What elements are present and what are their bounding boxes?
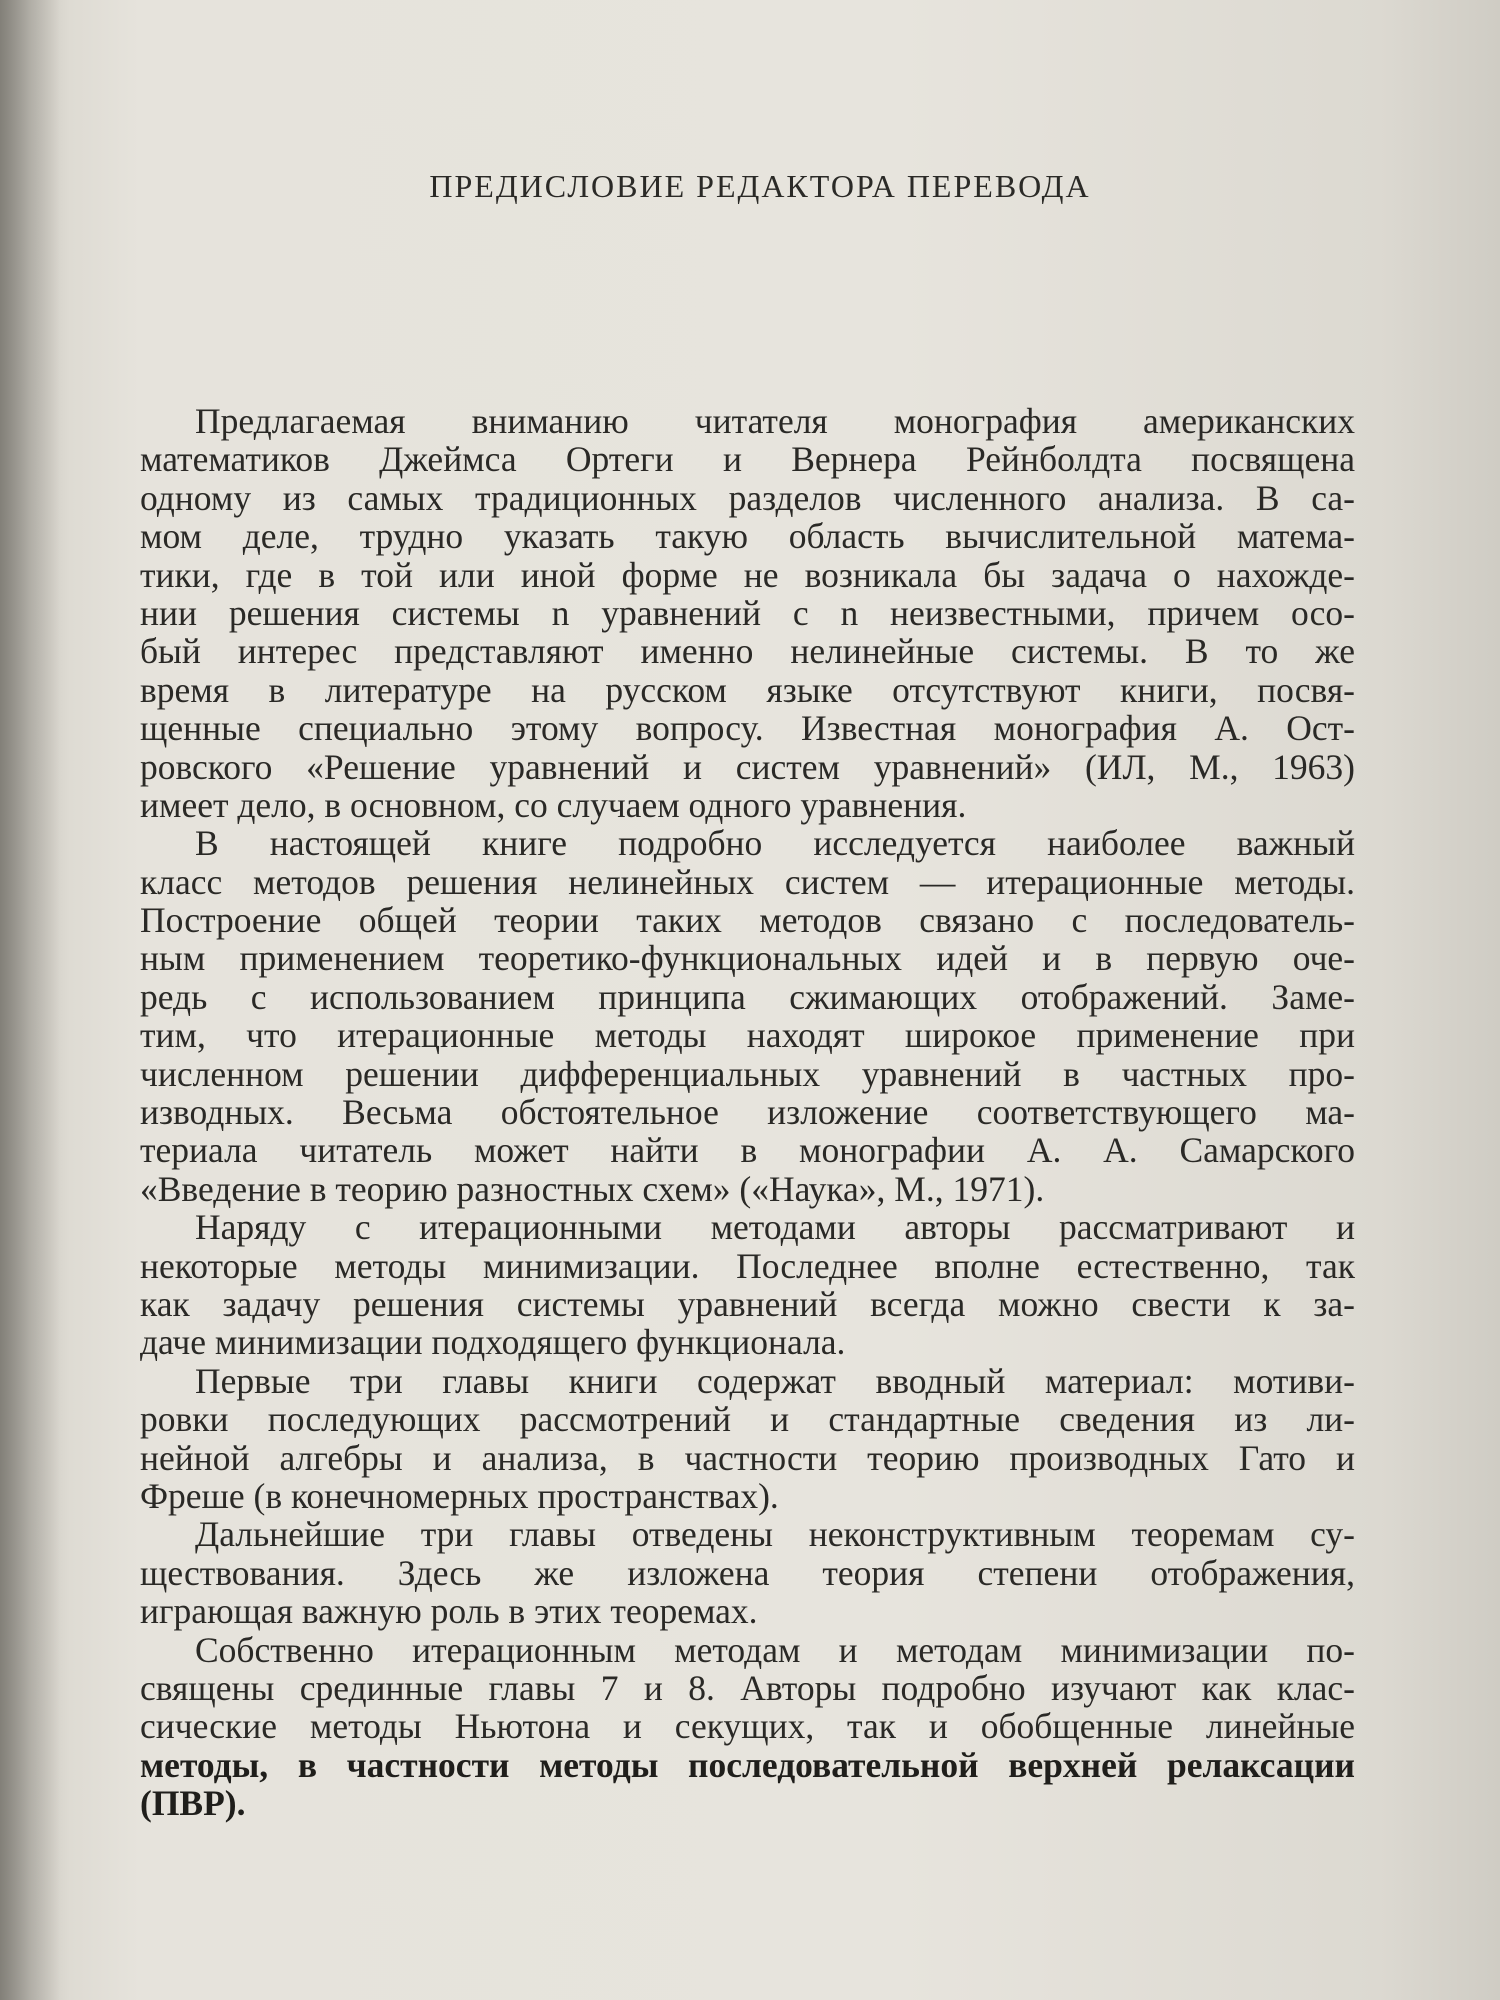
paragraph-2: [140, 824, 1355, 1208]
text-line: ществования. Здесь же изложена теория степени отображения,: [140, 1552, 1355, 1593]
text-line: сические методы Ньютона и секущих, так и обобщенные линейные: [140, 1706, 1355, 1747]
text-line: териала читатель может найти в монографии А. А. Самарского: [140, 1130, 1355, 1171]
text-line: время в литературе на русском языке отсутствуют книги, посвя-: [140, 669, 1355, 710]
text-line: «Введение в теорию разностных схем» («Наука», М., 1971).: [140, 1168, 1045, 1209]
text-line: математиков Джеймса Ортеги и Вернера Рейнболдта посвящена: [140, 439, 1355, 480]
text-line: ным применением теоретико-функциональных идей и в первую оче-: [140, 938, 1355, 979]
text-line: священы срединные главы 7 и 8. Авторы подробно изучают как клас-: [140, 1667, 1355, 1708]
text-line: мом деле, трудно указать такую область вычислительной матема-: [140, 516, 1355, 557]
text-line: имеет дело, в основном, со случаем одного уравнения.: [140, 784, 967, 825]
paragraph-6: [140, 1631, 1355, 1823]
text-line: численном решении дифференциальных уравнений в частных про-: [140, 1053, 1355, 1094]
text-line: даче минимизации подходящего функционала.: [140, 1322, 846, 1363]
text-line: бый интерес представляют именно нелинейные системы. В то же: [140, 631, 1355, 672]
paragraph-4: [140, 1362, 1355, 1516]
text-line: изводных. Весьма обстоятельное изложение соответствующего ма-: [140, 1092, 1355, 1133]
text-line: Предлагаемая вниманию читателя монография американских: [195, 401, 1355, 441]
text-line: играющая важную роль в этих теоремах.: [140, 1591, 758, 1632]
text-line: некоторые методы минимизации. Последнее вполне естественно, так: [140, 1245, 1355, 1286]
text-line: Собственно итерационным методам и методам минимизации по-: [195, 1629, 1355, 1670]
text-line: редь с использованием принципа сжимающих отображений. Заме-: [140, 976, 1355, 1017]
paragraph-1: [140, 402, 1355, 824]
paragraph-5: [140, 1515, 1355, 1630]
text-line: щенные специально этому вопросу. Известная монография А. Ост-: [140, 708, 1355, 749]
text-line: одному из самых традиционных разделов численного анализа. В са-: [140, 477, 1355, 518]
text-line: Наряду с итерационными методами авторы рассматривают и: [195, 1207, 1355, 1248]
text-line: ровского «Решение уравнений и систем уравнений» (ИЛ, М., 1963): [140, 746, 1355, 787]
text-line: Фреше (в конечномерных пространствах).: [140, 1475, 779, 1516]
paragraph-3: [140, 1208, 1355, 1362]
text-line: Построение общей теории таких методов связано с последователь-: [140, 900, 1355, 941]
text-line: В настоящей книге подробно исследуется наиболее важный: [195, 823, 1355, 864]
text-line: как задачу решения системы уравнений всегда можно свести к за-: [140, 1283, 1355, 1324]
binding-shadow: [0, 0, 60, 2000]
text-line: тики, где в той или иной форме не возникала бы задача о нахожде-: [140, 554, 1355, 595]
text-line: тим, что итерационные методы находят широкое применение при: [140, 1015, 1355, 1056]
text-line: Дальнейшие три главы отведены неконструктивным теоремам су-: [195, 1514, 1355, 1555]
body-text: [140, 402, 1355, 1822]
text-line: ровки последующих рассмотрений и стандартные сведения из ли-: [140, 1399, 1355, 1440]
text-line: Первые три главы книги содержат вводный материал: мотиви-: [195, 1360, 1355, 1401]
page-title: ПРЕДИСЛОВИЕ РЕДАКТОРА ПЕРЕВОДА: [429, 168, 1091, 204]
text-line: нейной алгебры и анализа, в частности теорию производных Гато и: [140, 1437, 1355, 1478]
text-line: класс методов решения нелинейных систем — итерационные методы.: [140, 861, 1355, 902]
text-line: нии решения системы n уравнений с n неизвестными, причем осо-: [140, 592, 1355, 633]
text-line: (ПВР).: [140, 1783, 246, 1824]
text-line: методы, в частности методы последовательной верхней релаксации: [140, 1744, 1355, 1785]
